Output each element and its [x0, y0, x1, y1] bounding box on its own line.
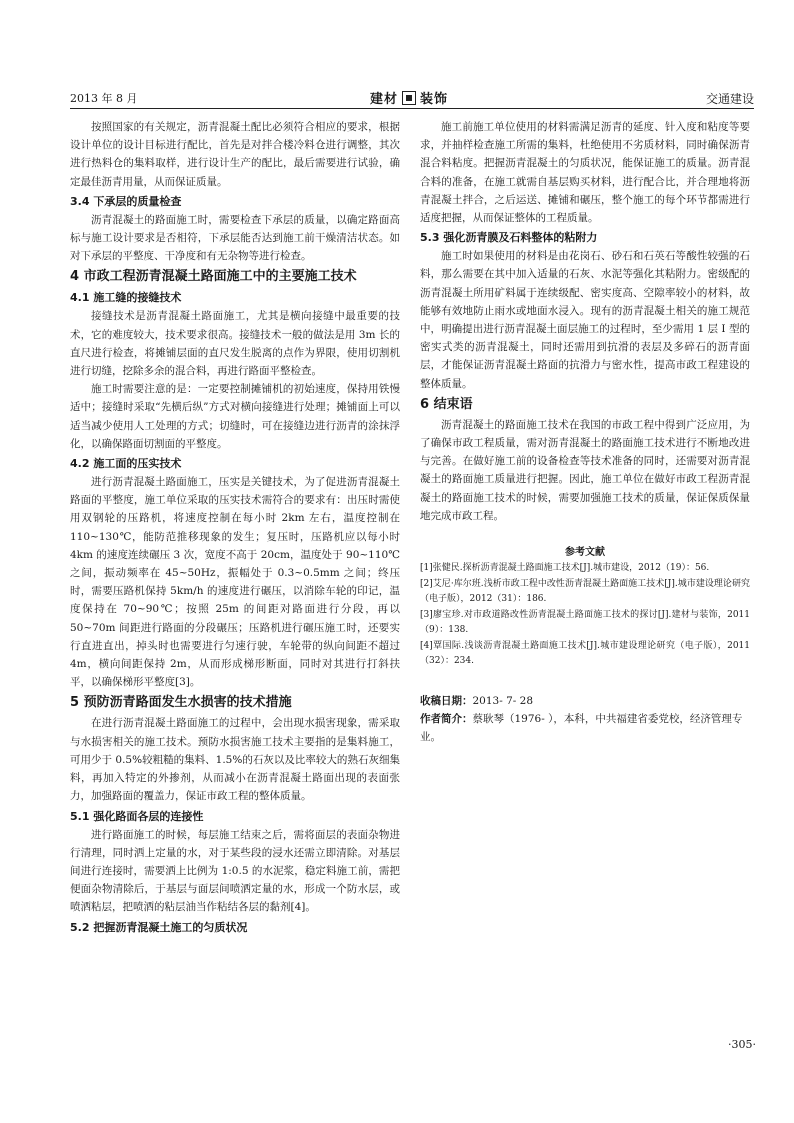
section-5-2-heading: 5.2 把握沥青混凝土施工的匀质状况 [70, 920, 248, 934]
section-3-4-heading: 3.4 下承层的质量检查 [70, 194, 182, 208]
header-rule [70, 108, 754, 109]
section-name: 交通建设 [705, 92, 754, 106]
article-metadata [420, 692, 750, 746]
section-5-heading: 5 预防沥青路面发生水损害的技术措施 [70, 695, 292, 711]
journal-logo [370, 88, 448, 107]
section-5-2-paragraph: 施工前施工单位使用的材料需满足沥青的延度、针入度和粘度等要求，并抽样检查施工所需的集料，杜绝使用不劣质材料，同时确保沥青混合料粘度。把握沥青混凝土的匀质状况，能保证施工的质量。沥青混合料的准备，在施工就需自基层购买材料，进行配合比，并合理地将沥青混凝土拌合，之后运送、摊铺和碾压，整个施工的每个环节都需进行适度把握，从而保证整体的工程质量。 [420, 121, 750, 225]
reference-item: [1]张健民.探析沥青混凝土路面施工技术[J].城市建设，2012（19）：56. [420, 563, 710, 574]
received-date-line [420, 692, 750, 710]
journal-emblem-icon [402, 91, 416, 105]
section-5-1-heading: 5.1 强化路面各层的连接性 [70, 809, 204, 823]
section-4-2-heading: 4.2 施工面的压实技术 [70, 457, 182, 471]
journal-name-part2: 装饰 [420, 92, 449, 107]
author-bio-line [420, 710, 750, 746]
reference-item: [4]覃国际.浅谈沥青混凝土路面施工技术[J].城市建设理论研究（电子版），2011（32）：234. [420, 640, 750, 667]
issue-date: 2013 年 8 月 [70, 92, 138, 105]
right-column [420, 118, 750, 746]
author-bio-label: 作者简介： [420, 712, 473, 725]
section-4-1-paragraph-1: 接缝技术是沥青混凝土路面施工，尤其是横向接缝中最重要的技术，它的难度较大，技术要求很高。接缝技术一般的做法是用 3m 长的直尺进行检查，将摊铺层面的直尺发生脱离的点作为界限，使用切割机进行切缝，挖除多余的混合料，再进行路面平整检查。 [70, 310, 400, 378]
intro-paragraph: 按照国家的有关规定，沥青混凝土配比必须符合相应的要求，根据设计单位的设计目标进行配比，首先是对拌合楼冷料仓进行调整，其次进行热料仓的集料取样，进行设计生产的配比，最后需要进行试验，确定最佳沥青用量，从而保证质量。 [70, 121, 400, 188]
section-5-paragraph: 在进行沥青混凝土路面施工的过程中，会出现水损害现象，需采取与水损害相关的施工技术。预防水损害施工技术主要指的是集料施工，可用少于 0.5%较粗糙的集料、1.5%的石灰以及比率较大的熟石灰细集料，再加入特定的外掺剂，从而减小在沥青混凝土路面出现的表面张力，加强路面的覆盖力，保证市政工程的整体质量。 [70, 717, 400, 803]
page-number: ·305· [728, 1038, 756, 1051]
journal-name-part1: 建材 [370, 92, 399, 107]
section-4-heading: 4 市政工程沥青混凝土路面施工中的主要施工技术 [70, 269, 357, 285]
left-column [70, 118, 400, 937]
running-header [70, 88, 754, 108]
section-4-2-paragraph: 进行沥青混凝土路面施工，压实是关键技术，为了促进沥青混凝土路面的平整度，施工单位采取的压实技术需符合的要求有：出压时需使用双钢轮的压路机，将速度控制在每小时 2km 左右，温度控制在 110~130℃，能防范推移现象的发生；复压时，压路机应以每小时 4km 的速度连续碾压 3 次，宽度不高于 20cm，温度处于 90~110℃之间，振动频率在 45~50Hz，振幅处于 0.3~0.5mm 之间；终压时，需要压路机保持 5km/h 的速度进行碾压，以消除车轮的印记，温度保持在 70~90℃；按照 25m 的间距对路面进行分段，再以 50~70m 间距进行路面的分段碾压；压路机进行碾压施工时，还要实行直进直出，掉头时也需要进行匀速行驶，车轮带的纵向间距不超过 4m，横向间距保持 2m，从而形成梯形断面，同时对其进行打斜扶平，以确保梯形平整度[3]。 [70, 476, 400, 689]
reference-item: [2]艾尼·库尔班.浅析市政工程中改性沥青混凝土路面施工技术[J].城市建设理论研究（电子版），2012（31）：186. [420, 578, 750, 605]
section-6-paragraph: 沥青混凝土的路面施工技术在我国的市政工程中得到广泛应用，为了确保市政工程质量，需对沥青混凝土的路面施工技术进行不断地改进与完善。在做好施工前的设备检查等技术准备的同时，还需要对沥青混凝土的路面施工质量进行把握。因此，施工单位在做好市政工程沥青混凝土的路面施工技术的时候，需要加强施工技术的质量，保证保质保量地完成市政工程。 [420, 418, 750, 522]
author-bio-value: 蔡耿琴（1976- ），本科，中共福建省委党校，经济管理专业。 [420, 712, 743, 743]
reference-item: [3]廖宝珍.对市政道路改性沥青混凝土路面施工技术的探讨[J].建材与装饰，2011（9）：138. [420, 609, 750, 636]
section-5-3-heading: 5.3 强化沥青膜及石料整体的粘附力 [420, 231, 598, 245]
section-5-1-paragraph: 进行路面施工的时候，每层施工结束之后，需将面层的表面杂物进行清理，同时洒上定量的水，对于某些段的浸水还需立即清除。对基层间进行连接时，需要洒上比例为 1:0.5 的水泥浆，稳定料施工前，需把便面杂物清除后，于基层与面层间喷洒定量的水，形成一个防水层，或喷洒粘层，把喷洒的粘层油当作粘结各层的黏剂[4]。 [70, 828, 400, 914]
references-heading: 参考文献 [565, 547, 605, 559]
section-3-4-paragraph: 沥青混凝土的路面施工时，需要检查下承层的质量，以确定路面高标与施工设计要求是否相符，下承层能否达到施工前干燥清洁状态。如对下承层的平整度、干净度和有无杂物等进行检查。 [70, 213, 400, 263]
received-date-value: 2013- 7- 28 [472, 694, 534, 707]
section-4-1-paragraph-2: 施工时需要注意的是：一定要控制摊铺机的初始速度，保持用铁慢适中；接缝时采取“先横后纵”方式对横向接缝进行处理；摊铺面上可以适当减少使用人工处理的方式；切缝时，可在接缝边进行沥青的涂抹浮化，以确保路面切割面的平整度。 [70, 383, 400, 450]
received-date-label: 收稿日期： [420, 694, 473, 707]
section-4-1-heading: 4.1 施工缝的接缝技术 [70, 291, 182, 305]
section-6-heading: 6 结束语 [420, 396, 473, 412]
section-5-3-paragraph: 施工时如果使用的材料是由花岗石、砂石和石英石等酸性较强的石料，那么需要在其中加入适量的石灰、水泥等强化其粘附力。密级配的沥青混凝土所用矿料属于连续级配、密实度高、空隙率较小的材料，故能够有效地防止雨水或地面水浸入。现有的沥青混凝土相关的施工规范中，明确提出进行沥青混凝土面层施工的过程时，至少需用 1 层 I 型的密实式类的沥青混凝土，同时还需用到抗滑的表层及多碎石的沥青面层，才能保证沥青混凝土路面的抗滑力与密水性，提高市政工程建设的整体质量。 [420, 250, 750, 390]
